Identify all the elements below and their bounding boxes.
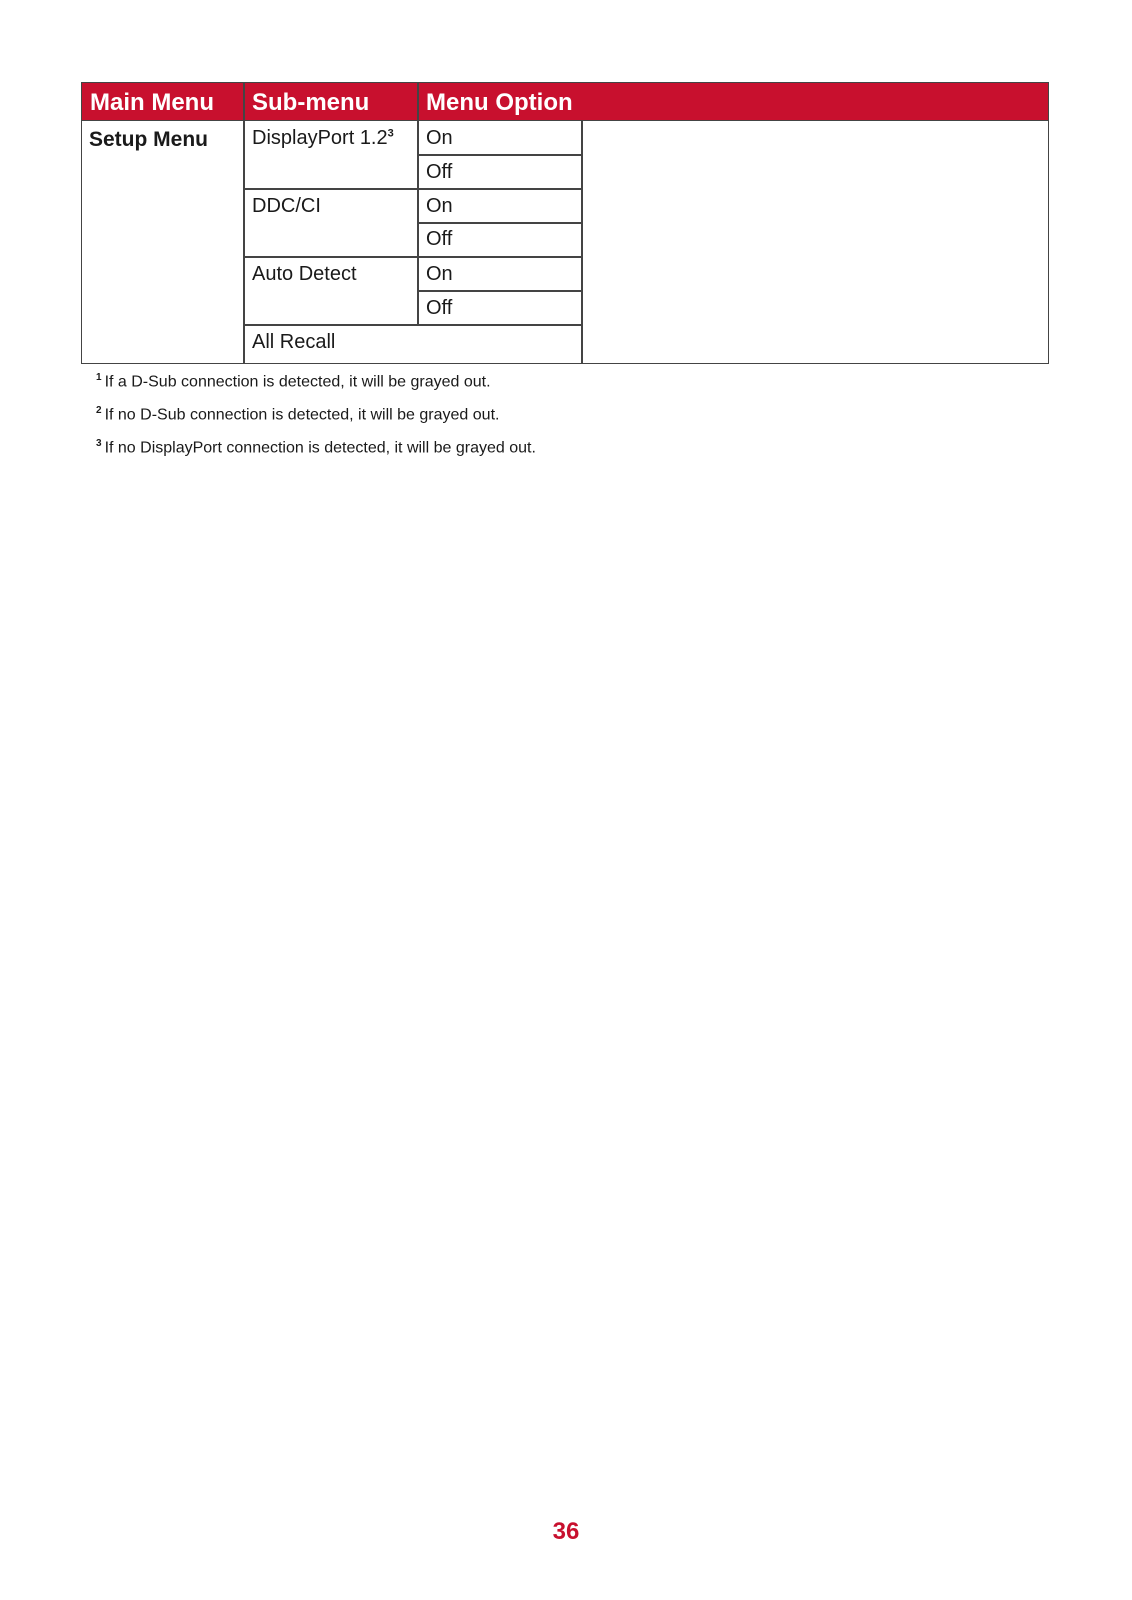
header-sub-menu: Sub-menu (252, 89, 370, 116)
footnote-3: $^3$ If no DisplayPort connection is detected, it will be grayed out. (96, 438, 536, 457)
menu-table (81, 82, 1049, 364)
submenu-ddc-ci: DDC/CI (252, 195, 321, 217)
header-main-menu: Main Menu (90, 89, 214, 116)
main-menu-label: Setup Menu (89, 128, 208, 151)
submenu-auto-detect: Auto Detect (252, 263, 357, 285)
option-ddc-ci-on: On (426, 195, 453, 217)
footnote-1: $^1$ If a D-Sub connection is detected, it will be grayed out. (96, 372, 491, 391)
page-number: 36 (552, 1518, 580, 1545)
option-auto-detect-off: Off (426, 297, 453, 319)
option-ddc-ci-off: Off (426, 228, 453, 250)
submenu-all-recall: All Recall (252, 331, 336, 353)
submenu-displayport: DisplayPort $1.2^3$ (252, 127, 394, 149)
footnote-2: $^2$ If no D-Sub connection is detected, it will be grayed out. (96, 405, 500, 424)
option-auto-detect-on: On (426, 263, 453, 285)
option-displayport-off: Off (426, 161, 453, 183)
option-displayport-on: On (426, 127, 453, 149)
header-menu-option: Menu Option (426, 89, 573, 116)
table-header (82, 83, 1048, 121)
